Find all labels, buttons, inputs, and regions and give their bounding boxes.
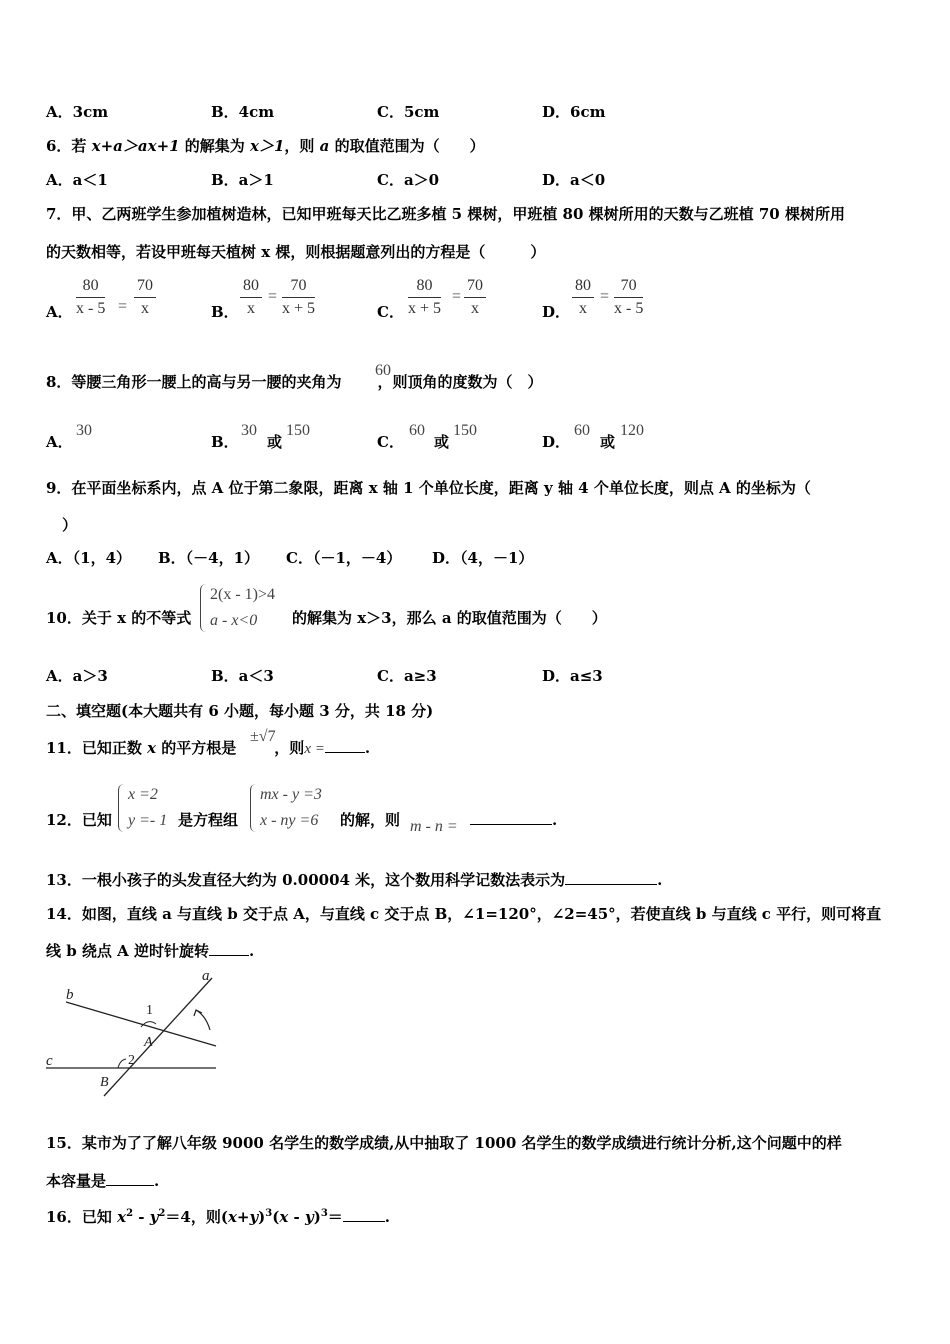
q5-option-b: B．4cm <box>211 103 275 121</box>
q8-b-or: 或 <box>267 433 283 451</box>
q7-a-eq: = <box>118 298 128 315</box>
q6-stem: 6．若 x+a＞ax+1 的解集为 x＞1，则 a 的取值范围为（ ） <box>46 137 485 155</box>
q10-option-c: C．a≥3 <box>377 667 437 685</box>
q8-b-val-2: 150 <box>286 422 310 439</box>
q12-stem-b: 的解，则 <box>340 811 401 829</box>
q13-answer-blank[interactable] <box>565 870 657 885</box>
q12-mid: 是方程组 <box>178 811 239 829</box>
q7-d-frac-left: $\frac{80}{x}$ <box>572 277 594 318</box>
q8-d-val-2: 120 <box>620 422 644 439</box>
q8-c-val-2: 150 <box>453 422 477 439</box>
q8-stem: 8．等腰三角形一腰上的高与另一腰的夹角为 ，则顶角的度数为（ ） <box>46 373 543 391</box>
q7-a-frac-right: $\frac{70}{x}$ <box>134 277 156 318</box>
q8-angle: 60 <box>375 362 391 379</box>
q7-line-1: 7．甲、乙两班学生参加植树造林，已知甲班每天比乙班多植 5 棵树，甲班植 80 棵树所用的天数与乙班植 70 棵树所用 <box>46 205 845 223</box>
q7-b-frac-right: $\frac{70}{x + 5}$ <box>282 277 316 317</box>
q8-b-val-1: 30 <box>241 422 257 439</box>
q7-option-d-label: D． <box>542 303 571 321</box>
q14-figure <box>44 968 220 1098</box>
q7-b-frac-left: $\frac{80}{x}$ <box>240 277 262 318</box>
q8-option-c-label: C． <box>377 433 404 451</box>
label-angle-2: 2 <box>128 1053 135 1068</box>
q11-stem: 11．已知正数 x 的平方根是 ，则x = . <box>46 739 371 757</box>
q13-stem: 13．一根小孩子的头发直径大约为 0.00004 米，这个数用科学记数法表示为 . <box>46 871 663 889</box>
q7-c-frac-left: $\frac{80}{x + 5}$ <box>408 277 442 317</box>
q12-answer-blank[interactable]: . <box>470 810 557 830</box>
q9-option-b: B．（－4，1） <box>158 549 260 567</box>
q10-option-b: B．a＜3 <box>211 667 274 685</box>
q16-answer-blank[interactable] <box>343 1207 385 1222</box>
label-point-a: A <box>144 1035 153 1050</box>
q7-option-c-label: C． <box>377 303 404 321</box>
q8-a-val: 30 <box>76 422 92 439</box>
q9-line-1: 9．在平面坐标系内，点 A 位于第二象限，距离 x 轴 1 个单位长度，距离 y 轴 4 个单位长度，则点 A 的坐标为（ <box>46 479 811 497</box>
q7-d-eq: = <box>600 288 610 305</box>
q7-b-eq: = <box>268 288 278 305</box>
q6-option-b: B．a＞1 <box>211 171 274 189</box>
q14-answer-blank[interactable] <box>209 941 249 956</box>
q15-answer-blank[interactable] <box>106 1171 154 1186</box>
q8-option-a-label: A． <box>46 433 73 451</box>
q15-line-2: 本容量是 . <box>46 1172 160 1190</box>
q8-option-b-label: B． <box>211 433 239 451</box>
q5-option-c: C．5cm <box>377 103 440 121</box>
q12-stem: 12．已知 <box>46 811 112 829</box>
q10-stem-a: 10．关于 x 的不等式 <box>46 609 192 627</box>
q9-option-d: D．（4，－1） <box>432 549 534 567</box>
q10-option-d: D．a≤3 <box>542 667 603 685</box>
q6-option-a: A．a＜1 <box>46 171 108 189</box>
q11-root: ±√7 <box>250 728 276 745</box>
q15-line-1: 15．某市为了了解八年级 9000 名学生的数学成绩,从中抽取了 1000 名学生的数学成绩进行统计分析,这个问题中的样 <box>46 1134 842 1152</box>
q5-option-d: D．6cm <box>542 103 606 121</box>
q9-option-c: C．（－1，－4） <box>286 549 402 567</box>
q8-option-d-label: D． <box>542 433 571 451</box>
label-b: b <box>66 987 74 1003</box>
q14-line-2: 线 b 绕点 A 逆时针旋转 . <box>46 942 255 960</box>
q10-stem-b: 的解集为 x＞3，那么 a 的取值范围为（ ） <box>292 609 607 627</box>
label-a: a <box>202 968 210 984</box>
q8-c-or: 或 <box>434 433 450 451</box>
q7-line-2: 的天数相等，若设甲班每天植树 x 棵，则根据题意列出的方程是（ ） <box>46 243 546 261</box>
q12-solution: x =2 y =- 1 <box>118 782 167 834</box>
q6-option-d: D．a＜0 <box>542 171 606 189</box>
q8-c-val-1: 60 <box>409 422 425 439</box>
q9-option-a: A．（1，4） <box>46 549 132 567</box>
q10-system: 2(x - 1)>4 a - x<0 <box>200 582 275 634</box>
q7-c-frac-right: $\frac{70}{x}$ <box>464 277 486 318</box>
q16-stem: 16．已知 $x^2 - y^2=4$，则$(x+y)^3(x - y)^3=$ . <box>46 1208 391 1226</box>
q12-expr: m - n = <box>410 818 458 835</box>
q7-d-frac-right: $\frac{70}{x - 5}$ <box>614 277 644 317</box>
q7-option-b-label: B． <box>211 303 239 321</box>
q12-system: mx - y =3 x - ny =6 <box>250 782 322 834</box>
q7-c-eq: = <box>452 288 462 305</box>
q9-line-2: ） <box>62 516 78 534</box>
section-2-heading: 二、填空题(本大题共有 6 小题，每小题 3 分，共 18 分) <box>46 702 434 720</box>
q8-d-val-1: 60 <box>574 422 590 439</box>
label-point-b: B <box>100 1075 109 1090</box>
q6-option-c: C．a＞0 <box>377 171 440 189</box>
q7-option-a-label: A． <box>46 303 73 321</box>
q10-option-a: A．a＞3 <box>46 667 108 685</box>
label-angle-1: 1 <box>146 1003 153 1018</box>
q5-option-a: A．3cm <box>46 103 109 121</box>
label-c: c <box>46 1053 53 1069</box>
q7-a-frac-left: $\frac{80}{x - 5}$ <box>76 277 106 317</box>
q14-line-1: 14．如图，直线 a 与直线 b 交于点 A，与直线 c 交于点 B，∠1=120°，∠2=45°，若使直线 b 与直线 c 平行，则可将直 <box>46 905 882 923</box>
q8-d-or: 或 <box>600 433 616 451</box>
